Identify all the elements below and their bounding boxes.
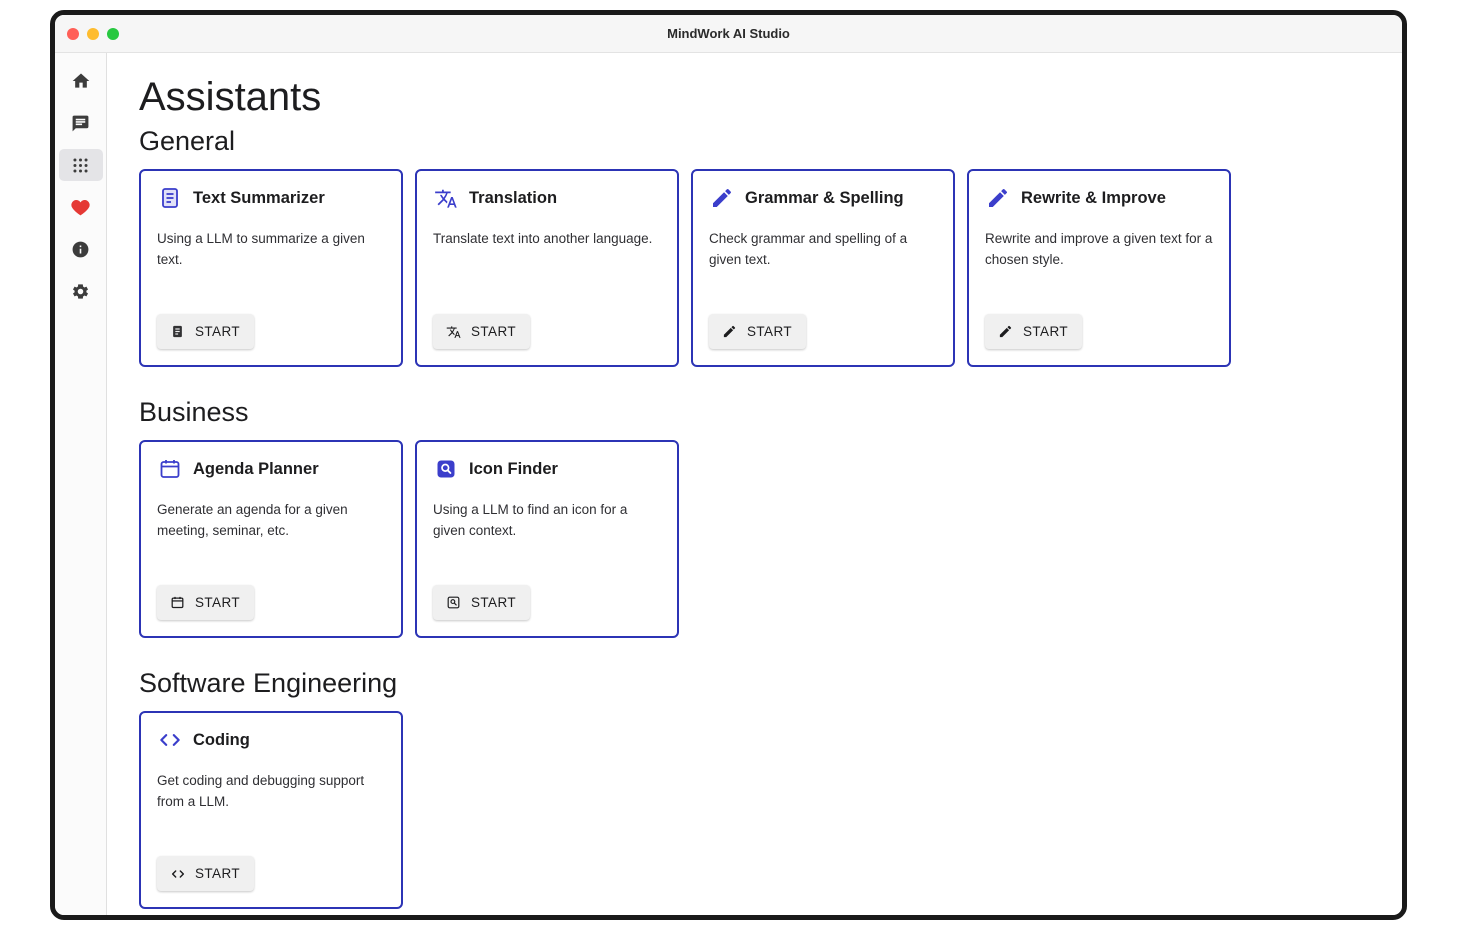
grid-apps-icon — [71, 156, 90, 175]
sidebar-item-home[interactable] — [59, 65, 103, 97]
assistant-card-agenda-planner[interactable] — [139, 440, 403, 638]
pencil-icon — [709, 185, 735, 211]
start-button-label: START — [747, 324, 793, 339]
image-search-icon — [433, 456, 459, 482]
card-header — [985, 185, 1213, 211]
heart-icon — [70, 197, 91, 218]
image-search-icon — [445, 594, 462, 611]
document-text-icon — [169, 323, 186, 340]
start-button-translation[interactable] — [433, 314, 530, 349]
maximize-window-button[interactable] — [107, 28, 119, 40]
card-description: Get coding and debugging support from a LLM. — [157, 773, 365, 809]
sidebar-item-about[interactable] — [59, 233, 103, 265]
calendar-icon — [169, 594, 186, 611]
code-brackets-icon — [157, 727, 183, 753]
close-window-button[interactable] — [67, 28, 79, 40]
code-brackets-icon — [169, 865, 186, 882]
assistant-card-rewrite-improve[interactable] — [967, 169, 1231, 367]
translate-icon — [433, 185, 459, 211]
sidebar-item-assistants[interactable] — [59, 149, 103, 181]
card-description: Generate an agenda for a given meeting, seminar, etc. — [157, 502, 348, 538]
start-button-label: START — [471, 324, 517, 339]
title-bar — [55, 15, 1402, 53]
start-button-grammar-spelling[interactable] — [709, 314, 806, 349]
calendar-icon — [157, 456, 183, 482]
document-text-icon — [157, 185, 183, 211]
gear-icon — [71, 282, 90, 301]
home-icon — [71, 71, 91, 91]
window-title: MindWork AI Studio — [667, 26, 790, 41]
start-button-text-summarizer[interactable] — [157, 314, 254, 349]
card-title: Text Summarizer — [193, 188, 325, 207]
start-button-agenda-planner[interactable] — [157, 585, 254, 620]
card-description: Using a LLM to summarize a given text. — [157, 231, 365, 267]
card-header — [709, 185, 937, 211]
sidebar-item-supporters[interactable] — [59, 191, 103, 223]
translate-icon — [445, 323, 462, 340]
card-title: Translation — [469, 188, 558, 207]
sidebar — [55, 53, 107, 915]
pencil-icon — [985, 185, 1011, 211]
start-button-label: START — [195, 595, 241, 610]
card-header — [157, 185, 385, 211]
main-content — [107, 53, 1402, 915]
start-button-label: START — [195, 324, 241, 339]
assistant-card-row-software-engineering — [139, 711, 1372, 909]
card-description: Translate text into another language. — [433, 231, 653, 246]
card-title: Grammar & Spelling — [745, 188, 904, 207]
start-button-rewrite-improve[interactable] — [985, 314, 1082, 349]
card-title: Icon Finder — [469, 459, 558, 478]
card-description: Rewrite and improve a given text for a chosen style. — [985, 231, 1213, 267]
start-button-icon-finder[interactable] — [433, 585, 530, 620]
pencil-icon — [997, 323, 1014, 340]
app-window — [50, 10, 1407, 920]
sidebar-item-chat[interactable] — [59, 107, 103, 139]
assistant-card-grammar-spelling[interactable] — [691, 169, 955, 367]
chat-icon — [71, 114, 90, 133]
section-title-general: General — [139, 126, 236, 156]
card-title: Agenda Planner — [193, 459, 319, 478]
start-button-coding[interactable] — [157, 856, 254, 891]
start-button-label: START — [1023, 324, 1069, 339]
assistant-card-coding[interactable] — [139, 711, 403, 909]
card-header — [433, 185, 661, 211]
start-button-label: START — [471, 595, 517, 610]
window-controls[interactable] — [67, 28, 119, 40]
assistant-card-text-summarizer[interactable] — [139, 169, 403, 367]
sidebar-item-settings[interactable] — [59, 275, 103, 307]
assistant-card-row-general — [139, 169, 1372, 367]
page-title: Assistants — [139, 75, 322, 119]
start-button-label: START — [195, 866, 241, 881]
pencil-icon — [721, 323, 738, 340]
assistant-card-translation[interactable] — [415, 169, 679, 367]
assistant-card-icon-finder[interactable] — [415, 440, 679, 638]
section-title-software-engineering: Software Engineering — [139, 668, 398, 698]
card-title: Rewrite & Improve — [1021, 188, 1166, 207]
card-header — [433, 456, 661, 482]
assistant-card-row-business — [139, 440, 1372, 638]
card-description: Check grammar and spelling of a given text. — [709, 231, 908, 267]
card-header — [157, 456, 385, 482]
card-title: Coding — [193, 730, 250, 749]
window-body — [55, 53, 1402, 915]
info-icon — [71, 240, 90, 259]
card-description: Using a LLM to find an icon for a given context. — [433, 502, 628, 538]
section-title-business: Business — [139, 397, 249, 427]
card-header — [157, 727, 385, 753]
minimize-window-button[interactable] — [87, 28, 99, 40]
